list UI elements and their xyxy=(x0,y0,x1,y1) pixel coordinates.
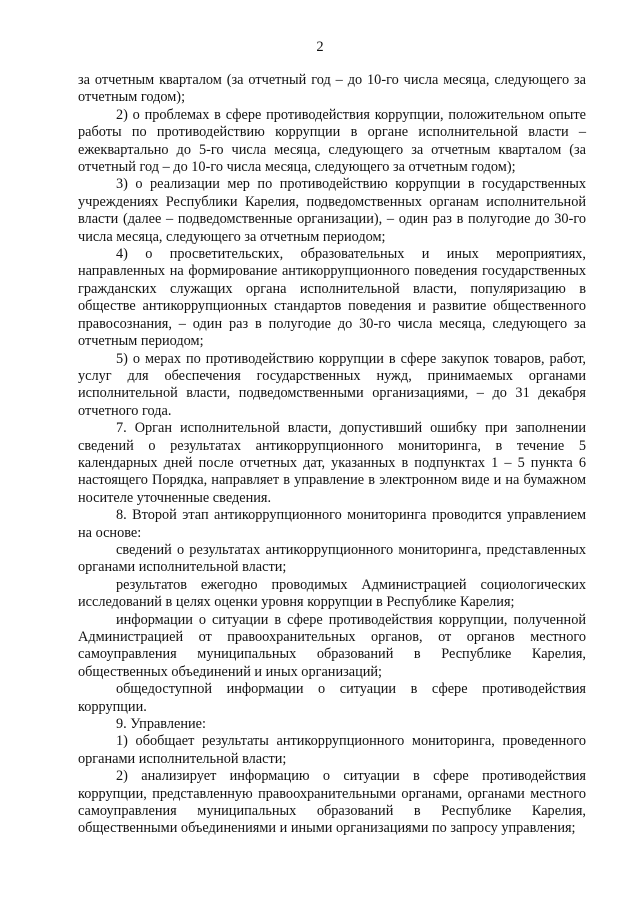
paragraph-basis-2: результатов ежегодно проводимых Администрацией социологических исследований в целях оценки уровня коррупции в Республике Карелия; xyxy=(78,576,586,611)
paragraph-duty-2: 2) анализирует информацию о ситуации в сфере противодействия коррупции, представленную правоохранительными органами, органами местного самоуправления муниципальных образований в Республике Карелия, общественными объединениями и иными организациями по запросу управления; xyxy=(78,768,586,837)
paragraph-item-3: 3) о реализации мер по противодействию коррупции в государственных учреждениях Республики Карелия, подведомственных органам исполнительной власти (далее – подведомственные организации), – один раз в полугодие до 30-го числа месяца, следующего за отчетным периодом; xyxy=(78,176,586,245)
paragraph-item-5: 5) о мерах по противодействию коррупции в сфере закупок товаров, работ, услуг для обеспечения государственных нужд, принимаемых органами исполнительной власти, подведомственными организациями, – до 31 декабря отчетного года. xyxy=(78,350,586,419)
page-number: 2 xyxy=(316,39,324,55)
paragraph-section-9: 9. Управление: xyxy=(116,716,206,733)
paragraph-basis-3: информации о ситуации в сфере противодействия коррупции, полученной Администрацией от правоохранительных органов, от органов местного самоуправления муниципальных образований в Республике Карелия, общественных объединений и иных организаций; xyxy=(78,611,586,680)
document-body xyxy=(78,72,586,838)
paragraph-item-4: 4) о просветительских, образовательных и иных мероприятиях, направленных на формирование антикоррупционного поведения государственных гражданских служащих органа исполнительной власти, популяризацию в обществе антикоррупционных стандартов поведения и развитие общественного правосознания, – один раз в полугодие до 30-го числа месяца, следующего за отчетным периодом; xyxy=(78,246,586,350)
paragraph-section-7: 7. Орган исполнительной власти, допустивший ошибку при заполнении сведений о результатах антикоррупционного мониторинга, в течение 5 календарных дней после отчетных дат, указанных в подпунктах 1 – 5 пункта 6 настоящего Порядка, направляет в управление в электронном виде и на бумажном носителе уточненные сведения. xyxy=(78,420,586,506)
paragraph-continuation: за отчетным кварталом (за отчетный год – до 10-го числа месяца, следующего за отчетным годом); xyxy=(78,72,586,106)
paragraph-basis-1: сведений о результатах антикоррупционного мониторинга, представленных органами исполнительной власти; xyxy=(78,541,586,576)
paragraph-section-8: 8. Второй этап антикоррупционного мониторинга проводится управлением на основе: xyxy=(78,507,586,541)
paragraph-basis-4: общедоступной информации о ситуации в сфере противодействия коррупции. xyxy=(78,681,586,715)
paragraph-duty-1: 1) обобщает результаты антикоррупционного мониторинга, проведенного органами исполнительной власти; xyxy=(78,733,586,767)
paragraph-item-2: 2) о проблемах в сфере противодействия коррупции, положительном опыте работы по противодействию коррупции в органе исполнительной власти – ежеквартально до 5-го числа месяца, следующего за отчетным кварталом (за отчетный год – до 10-го числа месяца, следующего за отчетным годом); xyxy=(78,106,586,176)
